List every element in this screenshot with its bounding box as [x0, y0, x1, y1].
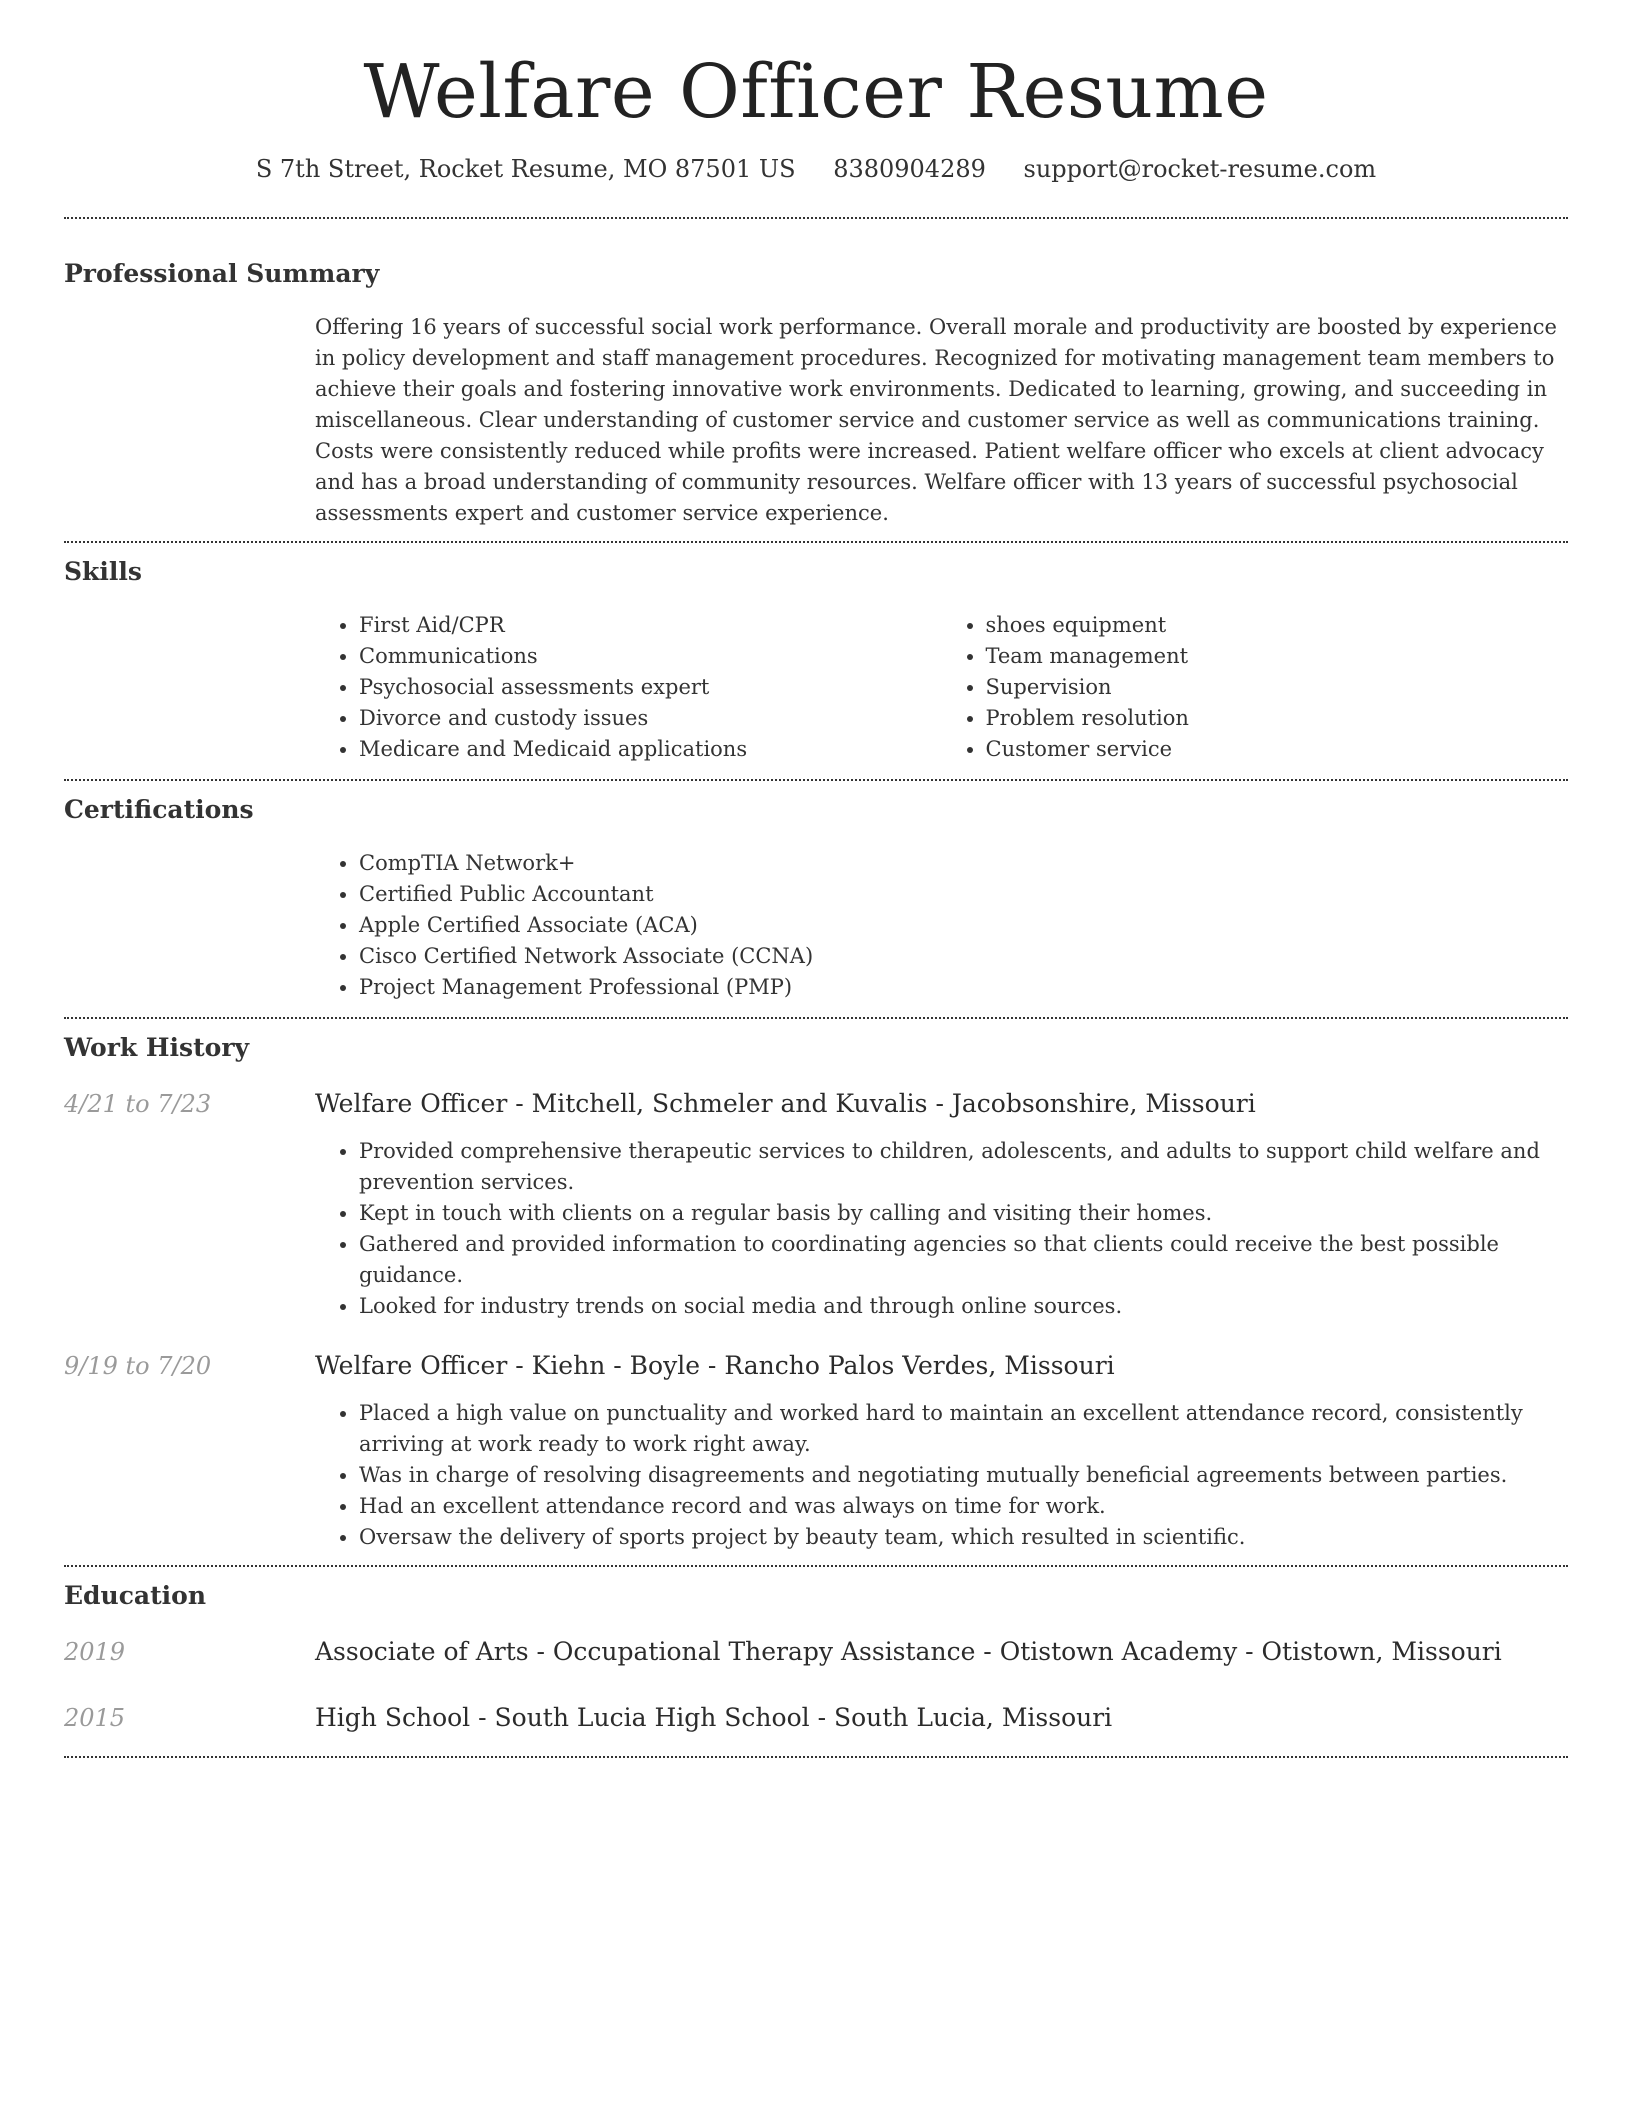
list-item: • Psychosocial assessments expert — [359, 672, 942, 703]
job-entry — [64, 1350, 1568, 1553]
education-entry — [64, 1636, 1568, 1668]
work-history-section — [64, 1019, 1568, 1565]
list-item: • Problem resolution — [986, 703, 1569, 734]
list-item: • Customer service — [986, 734, 1569, 765]
list-item: • Was in charge of resolving disagreements and negotiating mutually beneficial agreements between parties. — [359, 1460, 1568, 1491]
skills-list-right — [942, 610, 1569, 765]
education-entry — [64, 1702, 1568, 1734]
summary-text: Offering 16 years of successful social work performance. Overall morale and productivity are boosted by experience in policy development and staff management procedures. Recognized for motivating management team members to achieve their goals and fostering innovative work environments. Dedicated to learning, growing, and succeeding in miscellaneous. Clear understanding of customer service and customer service as well as communications training. Costs were consistently reduced while profits were increased. Patient welfare officer who excels at client advocacy and has a broad understanding of community resources. Welfare officer with 13 years of successful psychosocial assessments expert and customer service experience. — [315, 315, 1557, 526]
certifications-list — [315, 848, 1568, 1003]
certifications-section — [64, 781, 1568, 1003]
job-title: Welfare Officer - Mitchell, Schmeler and Kuvalis - Jacobsonshire, Missouri — [315, 1089, 1256, 1119]
job-title: Welfare Officer - Kiehn - Boyle - Rancho Palos Verdes, Missouri — [315, 1351, 1115, 1381]
job-dates: 4/21 to 7/23 — [64, 1090, 212, 1119]
list-item: • Team management — [986, 641, 1569, 672]
education-year: 2015 — [64, 1704, 126, 1733]
list-item: • Kept in touch with clients on a regular basis by calling and visiting their homes. — [359, 1198, 1568, 1229]
section-heading-education: Education — [64, 1581, 207, 1611]
list-item: • Apple Certified Associate (ACA) — [359, 910, 1568, 941]
list-item: • Communications — [359, 641, 942, 672]
list-item: • Looked for industry trends on social media and through online sources. — [359, 1291, 1568, 1322]
list-item: • Supervision — [986, 672, 1569, 703]
education-degree: High School - South Lucia High School - South Lucia, Missouri — [315, 1703, 1113, 1733]
section-heading-summary: Professional Summary — [64, 259, 380, 289]
list-item: • Certified Public Accountant — [359, 879, 1568, 910]
summary-section — [64, 219, 1568, 529]
list-item: • Cisco Certified Network Associate (CCNA) — [359, 941, 1568, 972]
section-heading-certifications: Certifications — [64, 795, 254, 825]
contact-phone: 8380904289 — [833, 155, 986, 184]
contact-line — [64, 155, 1568, 183]
job-bullets — [315, 1136, 1568, 1322]
job-entry — [64, 1088, 1568, 1322]
divider — [64, 1756, 1568, 1758]
list-item: • shoes equipment — [986, 610, 1569, 641]
list-item: • Provided comprehensive therapeutic services to children, adolescents, and adults to support child welfare and prevention services. — [359, 1136, 1568, 1198]
education-year: 2019 — [64, 1638, 126, 1667]
education-section — [64, 1567, 1568, 1756]
resume-title: Welfare Officer Resume — [363, 49, 1269, 135]
contact-email: support@rocket-resume.com — [1023, 155, 1377, 184]
education-degree: Associate of Arts - Occupational Therapy Assistance - Otistown Academy - Otistown, Missouri — [315, 1637, 1502, 1667]
section-heading-skills: Skills — [64, 557, 142, 587]
job-bullets — [315, 1398, 1568, 1553]
job-dates: 9/19 to 7/20 — [64, 1352, 212, 1381]
list-item: • Oversaw the delivery of sports project by beauty team, which resulted in scientific. — [359, 1522, 1568, 1553]
list-item: • CompTIA Network+ — [359, 848, 1568, 879]
section-heading-work: Work History — [64, 1033, 250, 1063]
list-item: • Gathered and provided information to coordinating agencies so that clients could receive the best possible guidance. — [359, 1229, 1568, 1291]
skills-list-left — [315, 610, 942, 765]
contact-address: S 7th Street, Rocket Resume, MO 87501 US — [255, 155, 796, 184]
skills-section — [64, 543, 1568, 765]
list-item: • Placed a high value on punctuality and worked hard to maintain an excellent attendance record, consistently arriving at work ready to work right away. — [359, 1398, 1568, 1460]
list-item: • Had an excellent attendance record and was always on time for work. — [359, 1491, 1568, 1522]
list-item: • First Aid/CPR — [359, 610, 942, 641]
list-item: • Divorce and custody issues — [359, 703, 942, 734]
list-item: • Medicare and Medicaid applications — [359, 734, 942, 765]
list-item: • Project Management Professional (PMP) — [359, 972, 1568, 1003]
